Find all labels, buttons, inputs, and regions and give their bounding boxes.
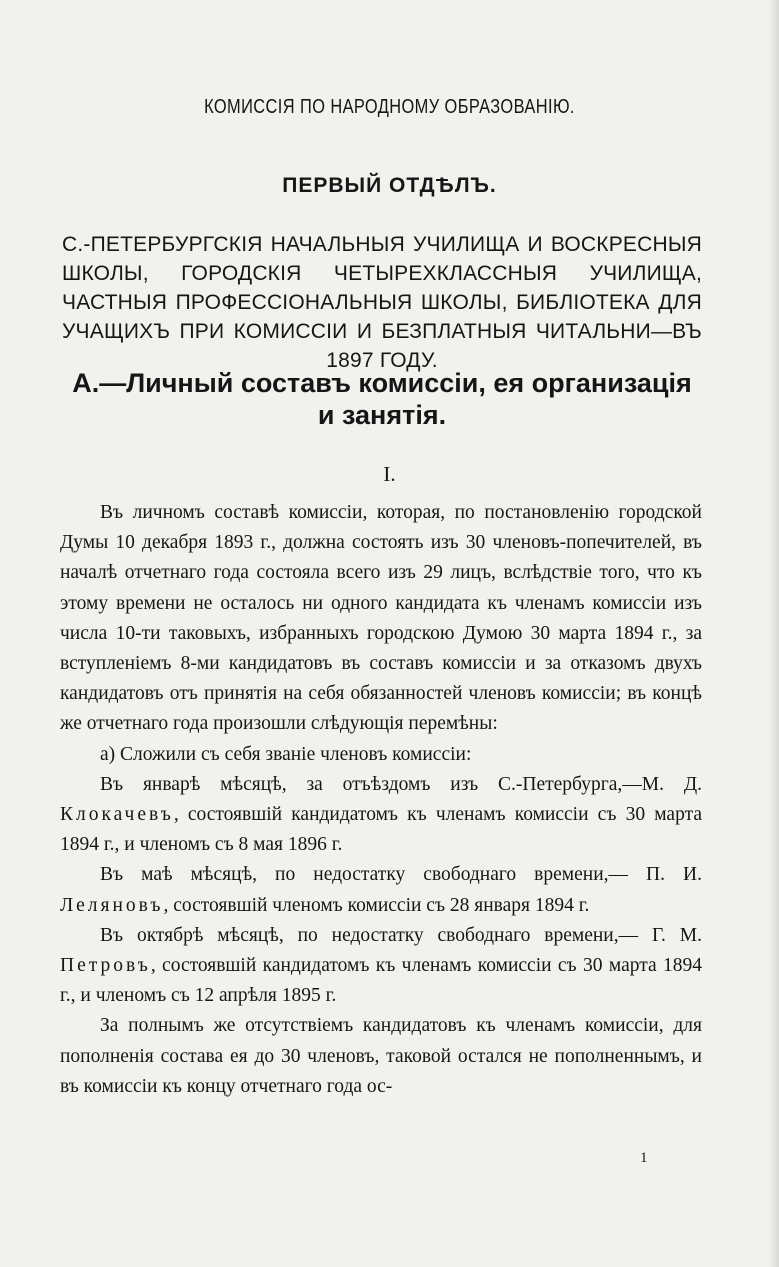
section-title: ПЕРВЫЙ ОТДѢЛЪ.: [282, 174, 497, 197]
paragraph-4-text-a: Въ маѣ мѣсяцѣ, по недостатку свободнаго времени,— П. И.: [100, 864, 702, 886]
paragraph-3-text-a: Въ январѣ мѣсяцѣ, за отъѣздомъ изъ С.-Петербурга,—М. Д.: [100, 773, 702, 795]
person-name-klokachev: Клокачевъ: [60, 804, 174, 826]
paragraph-6: За полнымъ же отсутствіемъ кандидатовъ къ членамъ комиссіи, для пополненія состава ея до 30 членовъ, таковой остался не пополненнымъ, и въ комиссіи къ концу отчетнаго года ос-: [60, 1015, 702, 1097]
paragraph-5-text-b: , состоявшій кандидатомъ къ членамъ комиссіи съ 30 марта 1894 г., и членомъ съ 12 апрѣля 1895 г.: [60, 955, 702, 1007]
section-subtitle: С.-ПЕТЕРБУРГСКІЯ НАЧАЛЬНЫЯ УЧИЛИЩА И ВОСКРЕСНЫЯ ШКОЛЫ, ГОРОДСКІЯ ЧЕТЫРЕХКЛАССНЫЯ УЧИЛИЩА, ЧАСТНЫЯ ПРОФЕССІОНАЛЬНЫЯ ШКОЛЫ, БИБЛІОТЕКА ДЛЯ УЧАЩИХЪ ПРИ КОМИССІИ И БЕЗПЛАТНЫЯ ЧИТАЛЬНИ—ВЪ 1897 ГОДУ.: [62, 233, 702, 372]
person-name-petrov: Петровъ: [60, 955, 151, 977]
paragraph-5-text-a: Въ октябрѣ мѣсяцѣ, по недостатку свободнаго времени,— Г. М.: [100, 924, 702, 946]
paragraph-4-text-b: , состоявшій членомъ комиссіи съ 28 января 1894 г.: [163, 894, 590, 916]
paragraph-3: [60, 770, 702, 861]
page-number: 1: [640, 1150, 648, 1166]
paragraph-4: [60, 860, 702, 920]
paragraph-3-text-b: , состоявшій кандидатомъ къ членамъ комиссіи съ 30 марта 1894 г., и членомъ съ 8 мая 1896 г.: [60, 804, 702, 856]
roman-numeral: I.: [383, 462, 396, 486]
person-name-lelyanov: Леляновъ: [60, 894, 164, 916]
chapter-heading: А.—Личный составъ комиссіи, ея организація и занятія.: [72, 368, 692, 430]
paragraph-1: Въ личномъ составѣ комиссіи, которая, по постановленію городской Думы 10 декабря 1893 г., должна состоять изъ 30 членовъ-попечителей, въ началѣ отчетнаго года состояла всего изъ 29 лицъ, вслѣдствіе того, что къ этому времени не осталось ни одного кандидата къ членамъ комиссіи изъ числа 10-ти таковыхъ, избранныхъ городскою Думою 30 марта 1894 г., за вступленіемъ 8-ми кандидатовъ въ составъ комиссіи и за отказомъ двухъ кандидатовъ отъ принятія на себя обязанностей членовъ комиссіи; въ концѣ же отчетнаго года произошли слѣдующія перемѣны:: [60, 502, 702, 735]
paragraph-5: [60, 921, 702, 1012]
commission-title: КОМИССІЯ ПО НАРОДНОМУ ОБРАЗОВАНІЮ.: [204, 96, 575, 118]
paragraph-2: а) Сложили съ себя званіе членовъ комиссіи:: [100, 743, 472, 765]
body-text: [60, 498, 702, 1102]
